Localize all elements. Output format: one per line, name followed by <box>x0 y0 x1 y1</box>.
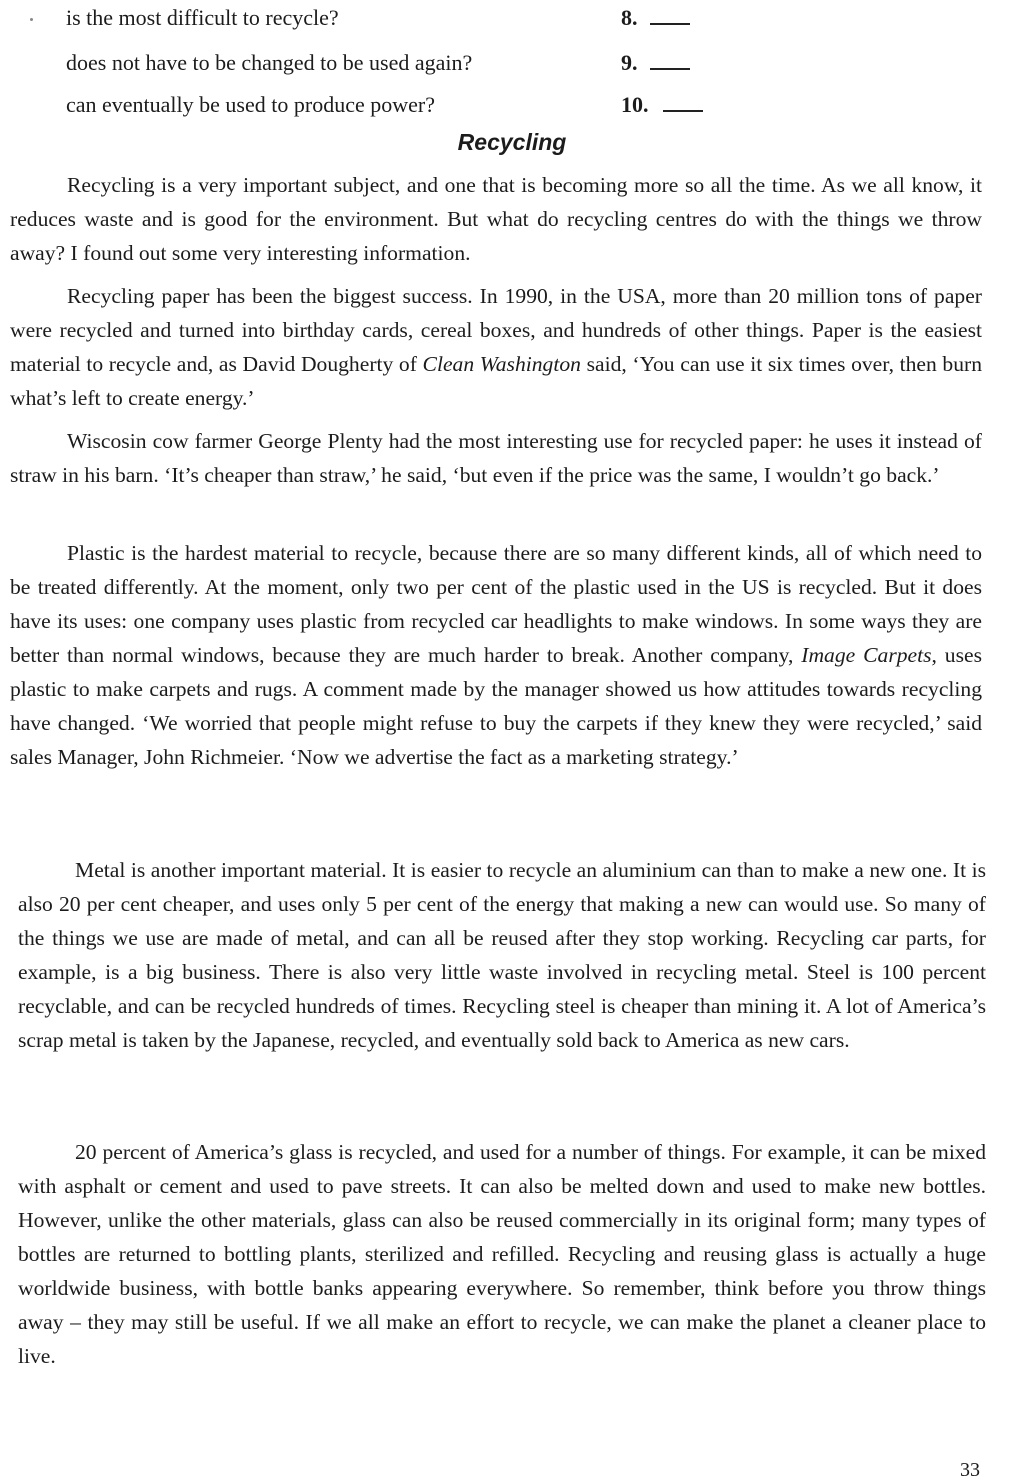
paragraph-farmer: Wiscosin cow farmer George Plenty had the most interesting use for recycled paper: he uses it instead of straw in his barn. ‘It’s cheaper than straw,’ he said, ‘but even if the price was the same, I wouldn’t go back.’ <box>10 429 982 487</box>
paragraph-metal: Metal is another important material. It is easier to recycle an aluminium can than to make a new one. It is also 20 per cent cheaper, and uses only 5 per cent of the energy that making a new can would use. So many of the things we use are made of metal, and can all be reused after they stop working. Recycling car parts, for example, is a big business. There is also very little waste involved in recycling metal. Steel is 100 percent recyclable, and can be recycled hundreds of times. Recycling steel is cheaper than mining it. A lot of America’s scrap metal is taken by the Japanese, recycled, and eventually sold back to America as new cars. <box>18 858 986 1052</box>
answer-blank[interactable] <box>663 110 703 112</box>
paragraph-glass: 20 percent of America’s glass is recycled, and used for a number of things. For example, it can be mixed with asphalt or cement and used to pave streets. It can also be melted down and used to make new bottles. However, unlike the other materials, glass can also be reused commercially in its original form; many types of bottles are returned to bottling plants, sterilized and refilled. Recycling and reusing glass is actually a huge worldwide business, with bottle banks appearing everywhere. So remember, think before you throw things away – they may still be useful. If we all make an effort to recycle, we can make the planet a cleaner place to live. <box>18 1140 986 1368</box>
paragraph-intro: Recycling is a very important subject, and one that is becoming more so all the time. As we all know, it reduces waste and is good for the environment. But what do recycling centres do with the things we throw away? I found out some very interesting information. <box>10 173 982 265</box>
answer-blank[interactable] <box>650 23 690 25</box>
answer-blank[interactable] <box>650 68 690 70</box>
article-title: Recycling <box>457 129 567 155</box>
margin-mark <box>30 18 33 21</box>
paragraph-text: said, ‘You can use it six times over, then burn what’s left to create energy.’ <box>10 352 983 410</box>
paragraph-text: , uses plastic to make carpets and rugs. A comment made by the manager showed us how attitudes towards recycling have changed. ‘We worried that people might refuse to buy the carpets if they knew they were recycled,’ said sales Manager, John Richmeier. ‘Now we advertise the fact as a marketing strategy.’ <box>10 643 982 769</box>
organization-name: Clean Washington <box>422 352 581 376</box>
company-name: Image Carpets <box>801 643 932 667</box>
question-row-9 <box>66 48 766 78</box>
question-text: can eventually be used to produce power? <box>66 92 435 117</box>
question-row-8 <box>66 3 766 33</box>
page-number: 33 <box>960 1459 980 1481</box>
question-text: is the most difficult to recycle? <box>66 5 339 30</box>
question-number: 10. <box>621 92 649 117</box>
paragraph-text: Recycling paper has been the biggest success. In 1990, in the USA, more than 20 million tons of paper were recycled and turned into birthday cards, cereal boxes, and hundreds of other things. Paper is the easiest material to recycle and, as David Dougherty of <box>10 284 982 376</box>
question-number: 8. <box>621 5 638 30</box>
question-row-10 <box>66 90 766 120</box>
paragraph-plastic <box>10 536 982 774</box>
paragraph-paper <box>10 279 982 415</box>
question-number: 9. <box>621 50 638 75</box>
question-text: does not have to be changed to be used again? <box>66 50 473 75</box>
paragraph-text: Plastic is the hardest material to recycle, because there are so many different kinds, all of which need to be treated differently. At the moment, only two per cent of the plastic used in the US is recycled. But it does have its uses: one company uses plastic from recycled car headlights to make windows. In some ways they are better than normal windows, because they are much harder to break. Another company, <box>10 541 982 667</box>
